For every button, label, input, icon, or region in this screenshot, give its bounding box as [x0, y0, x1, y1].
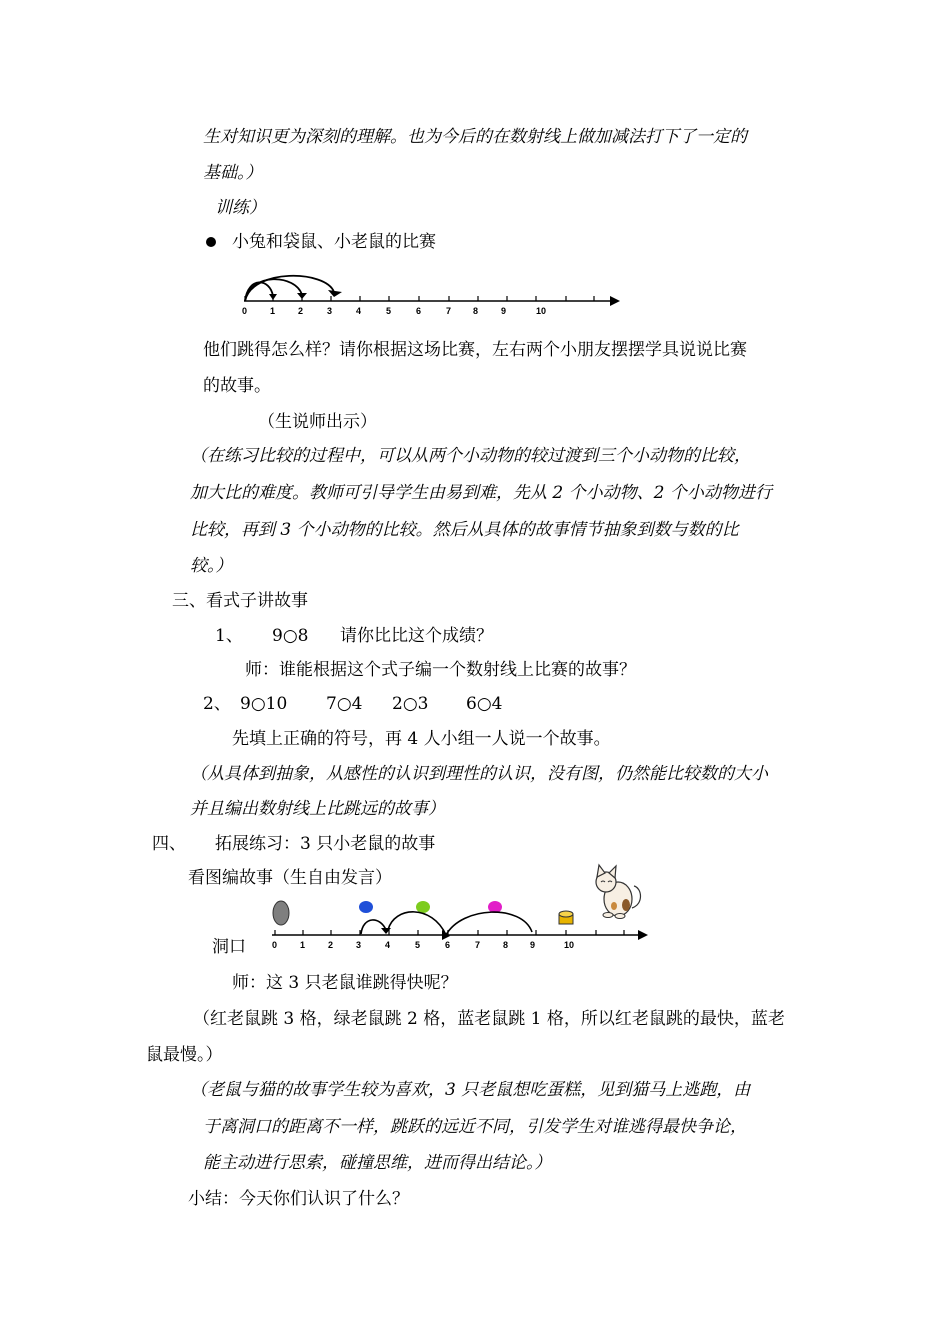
cake-icon: [559, 911, 573, 924]
section3-note-line-2: 并且编出数射线上比跳远的故事）: [190, 799, 445, 819]
section4-teacher-question: 师：这 3 只老鼠谁跳得快呢？: [232, 973, 458, 993]
green-mouse-icon: [416, 901, 430, 913]
section3-item2-instruction: 先填上正确的符号，再 4 人小组一人说一个故事。: [232, 729, 611, 749]
nl2-tick-1: 1: [300, 940, 306, 950]
section3-item2-expr-3: 2○3: [392, 694, 429, 714]
mouse-hole-label: 洞口: [212, 937, 246, 957]
section3-item1-text: 请你比比这个成绩？: [340, 626, 493, 646]
nl1-tick-5: 5: [386, 306, 392, 316]
section4-answer-line-1: （红老鼠跳 3 格，绿老鼠跳 2 格，蓝老鼠跳 1 格，所以红老鼠跳的最快，蓝老: [193, 1009, 785, 1029]
pink-jump-arc: [446, 912, 532, 935]
bullet-icon: [206, 237, 216, 247]
section3-item2-expr-4: 6○4: [466, 694, 503, 714]
nl1-tick-1: 1: [270, 306, 276, 316]
nl1-tick-7: 7: [446, 306, 452, 316]
intro-note-line-1: 生对知识更为深刻的理解。也为今后的在数射线上做加减法打下了一定的: [203, 127, 747, 147]
pink-mouse-icon: [488, 901, 502, 913]
race-number-line: [236, 272, 626, 318]
blue-jump-arc: [361, 920, 386, 934]
section3-item1-number: 1、: [215, 626, 243, 646]
nl2-tick-10: 10: [564, 940, 575, 950]
nl1-tick-4: 4: [356, 306, 362, 316]
nl1-tick-9: 9: [501, 306, 507, 316]
race-question-line-1: 他们跳得怎么样？请你根据这场比赛，左右两个小朋友摆摆学具说说比赛: [203, 340, 747, 360]
nl2-tick-9: 9: [530, 940, 536, 950]
nl1-tick-6: 6: [416, 306, 422, 316]
section3-item2-expr-2: 7○4: [326, 694, 363, 714]
nl1-tick-2: 2: [298, 306, 304, 316]
student-says: （生说师出示）: [258, 412, 377, 432]
training-label: 训练）: [215, 198, 266, 218]
nl2-tick-3: 3: [356, 940, 362, 950]
race-question-line-2: 的故事。: [203, 376, 271, 396]
race-note-line-3: 比较，再到 3 个小动物的比较。然后从具体的故事情节抽象到数与数的比: [190, 520, 739, 540]
section4-note-line-3: 能主动进行思索，碰撞思维，进而得出结论。）: [203, 1153, 552, 1173]
nl1-tick-3: 3: [327, 306, 333, 316]
section4-story-prompt: 看图编故事（生自由发言）: [188, 868, 392, 888]
nl1-tick-0: 0: [242, 306, 248, 316]
section4-note-line-1: （老鼠与猫的故事学生较为喜欢，3 只老鼠想吃蛋糕，见到猫马上逃跑，由: [190, 1080, 751, 1100]
section4-number: 四、: [152, 834, 186, 854]
green-jump-arc: [388, 912, 446, 935]
section3-item2-number: 2、: [203, 694, 231, 714]
nl1-tick-10: 10: [536, 306, 547, 316]
nl2-tick-0: 0: [272, 940, 278, 950]
race-note-line-2: 加大比的难度。教师可引导学生由易到难，先从 2 个小动物、2 个小动物进行: [190, 483, 772, 503]
section4-title: 拓展练习：3 只小老鼠的故事: [215, 834, 436, 854]
blue-mouse-icon: [359, 901, 373, 913]
section3-title: 三、看式子讲故事: [172, 591, 308, 611]
nl2-tick-4: 4: [385, 940, 391, 950]
summary-question: 小结：今天你们认识了什么？: [188, 1189, 409, 1209]
nl2-tick-5: 5: [415, 940, 421, 950]
mice-number-line: [262, 862, 654, 954]
race-title: 小兔和袋鼠、小老鼠的比赛: [232, 232, 436, 252]
section4-note-line-2: 于离洞口的距离不一样，跳跃的远近不同，引发学生对谁逃得最快争论，: [203, 1117, 747, 1137]
section3-note-line-1: （从具体到抽象，从感性的认识到理性的认识，没有图，仍然能比较数的大小: [190, 764, 768, 784]
section3-item2-expr-1: 9○10: [240, 694, 288, 714]
nl2-tick-6: 6: [445, 940, 451, 950]
section4-answer-line-2: 鼠最慢。）: [146, 1045, 223, 1065]
race-note-line-1: （在练习比较的过程中，可以从两个小动物的较过渡到三个小动物的比较，: [190, 446, 751, 466]
intro-note-line-2: 基础。）: [203, 163, 263, 183]
mouse-hole-icon: [273, 901, 289, 925]
section3-item1-expression: 9○8: [272, 626, 309, 646]
jump-arc-3: [245, 276, 334, 301]
cat-icon: [596, 865, 641, 919]
nl1-tick-8: 8: [473, 306, 479, 316]
nl2-tick-2: 2: [328, 940, 334, 950]
section3-teacher-question: 师：谁能根据这个式子编一个数射线上比赛的故事？: [245, 660, 636, 680]
nl2-tick-8: 8: [503, 940, 509, 950]
race-note-line-4: 较。）: [190, 556, 233, 576]
nl2-tick-7: 7: [475, 940, 481, 950]
